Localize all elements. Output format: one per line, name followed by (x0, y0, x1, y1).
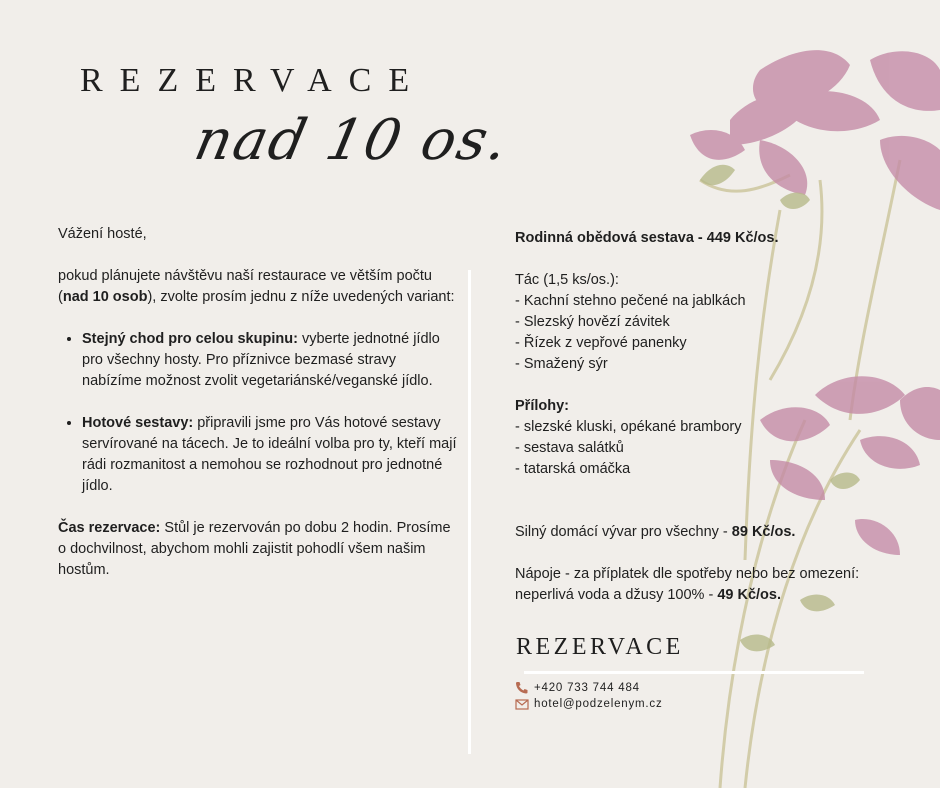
list-item: • Hotové sestavy: připravili jsme pro Vás hotové sestavy servírované na tácech. Je to ideální volba pro ty, kteří mají rádi rozmanitost a nemohou se rozhodnout pro jednotné jídlo. (82, 413, 458, 497)
options-list (58, 329, 458, 497)
sides-title: Přílohy: (515, 398, 569, 414)
intro-text: pokud plánujete návštěvu naší restaurace ve větším počtu (nad 10 osob), zvolte prosím jednu z níže uvedených variant: (58, 268, 455, 305)
soup-offer: Silný domácí vývar pro všechny - 89 Kč/os. (515, 524, 796, 540)
list-item: • Stejný chod pro celou skupinu: vyberte jednotné jídlo pro všechny hosty. Pro příznivce bezmasé stravy nabízíme možnost zvolit vegetariánské/veganské jídlo. (82, 329, 458, 392)
email-address[interactable]: hotel@podzelenym.cz (534, 698, 663, 710)
reservation-title: REZERVACE (516, 634, 684, 660)
list-item: - tatarská omáčka (515, 461, 631, 477)
page-subtitle: nad 10 os. (189, 108, 516, 173)
drinks-price: neperlivá voda a džusy 100% - 49 Kč/os. (515, 587, 781, 603)
reservation-time: Čas rezervace: Stůl je rezervován po dobu 2 hodin. Prosíme o dochvilnost, abychom mohli zajistit pohodlí všem našim hostům. (58, 520, 451, 578)
list-item: - Řízek z vepřové panenky (515, 335, 687, 351)
email-contact[interactable] (515, 698, 663, 710)
reservation-underline (524, 671, 864, 674)
list-item: - sestava salátků (515, 440, 624, 456)
intro-highlight: nad 10 osob (62, 289, 148, 305)
phone-number[interactable]: +420 733 744 484 (534, 681, 640, 694)
list-item: - Kachní stehno pečené na jablkách (515, 293, 746, 309)
mail-icon (515, 698, 529, 710)
greeting: Vážení hosté, (58, 226, 147, 242)
phone-contact[interactable] (515, 681, 640, 694)
menu-heading: Rodinná obědová sestava - 449 Kč/os. (515, 230, 779, 246)
intro-column (58, 224, 458, 581)
tray-title: Tác (1,5 ks/os.): (515, 272, 619, 288)
list-item: - Slezský hovězí závitek (515, 314, 670, 330)
phone-icon (515, 681, 529, 694)
list-item: - slezské kluski, opékané brambory (515, 419, 742, 435)
column-divider (468, 270, 471, 754)
page-title: REZERVACE (80, 62, 427, 99)
list-item: - Smažený sýr (515, 356, 608, 372)
flower-petal (753, 50, 850, 110)
menu-column (515, 228, 915, 606)
drinks-offer: Nápoje - za příplatek dle spotřeby nebo bez omezení: (515, 566, 860, 582)
